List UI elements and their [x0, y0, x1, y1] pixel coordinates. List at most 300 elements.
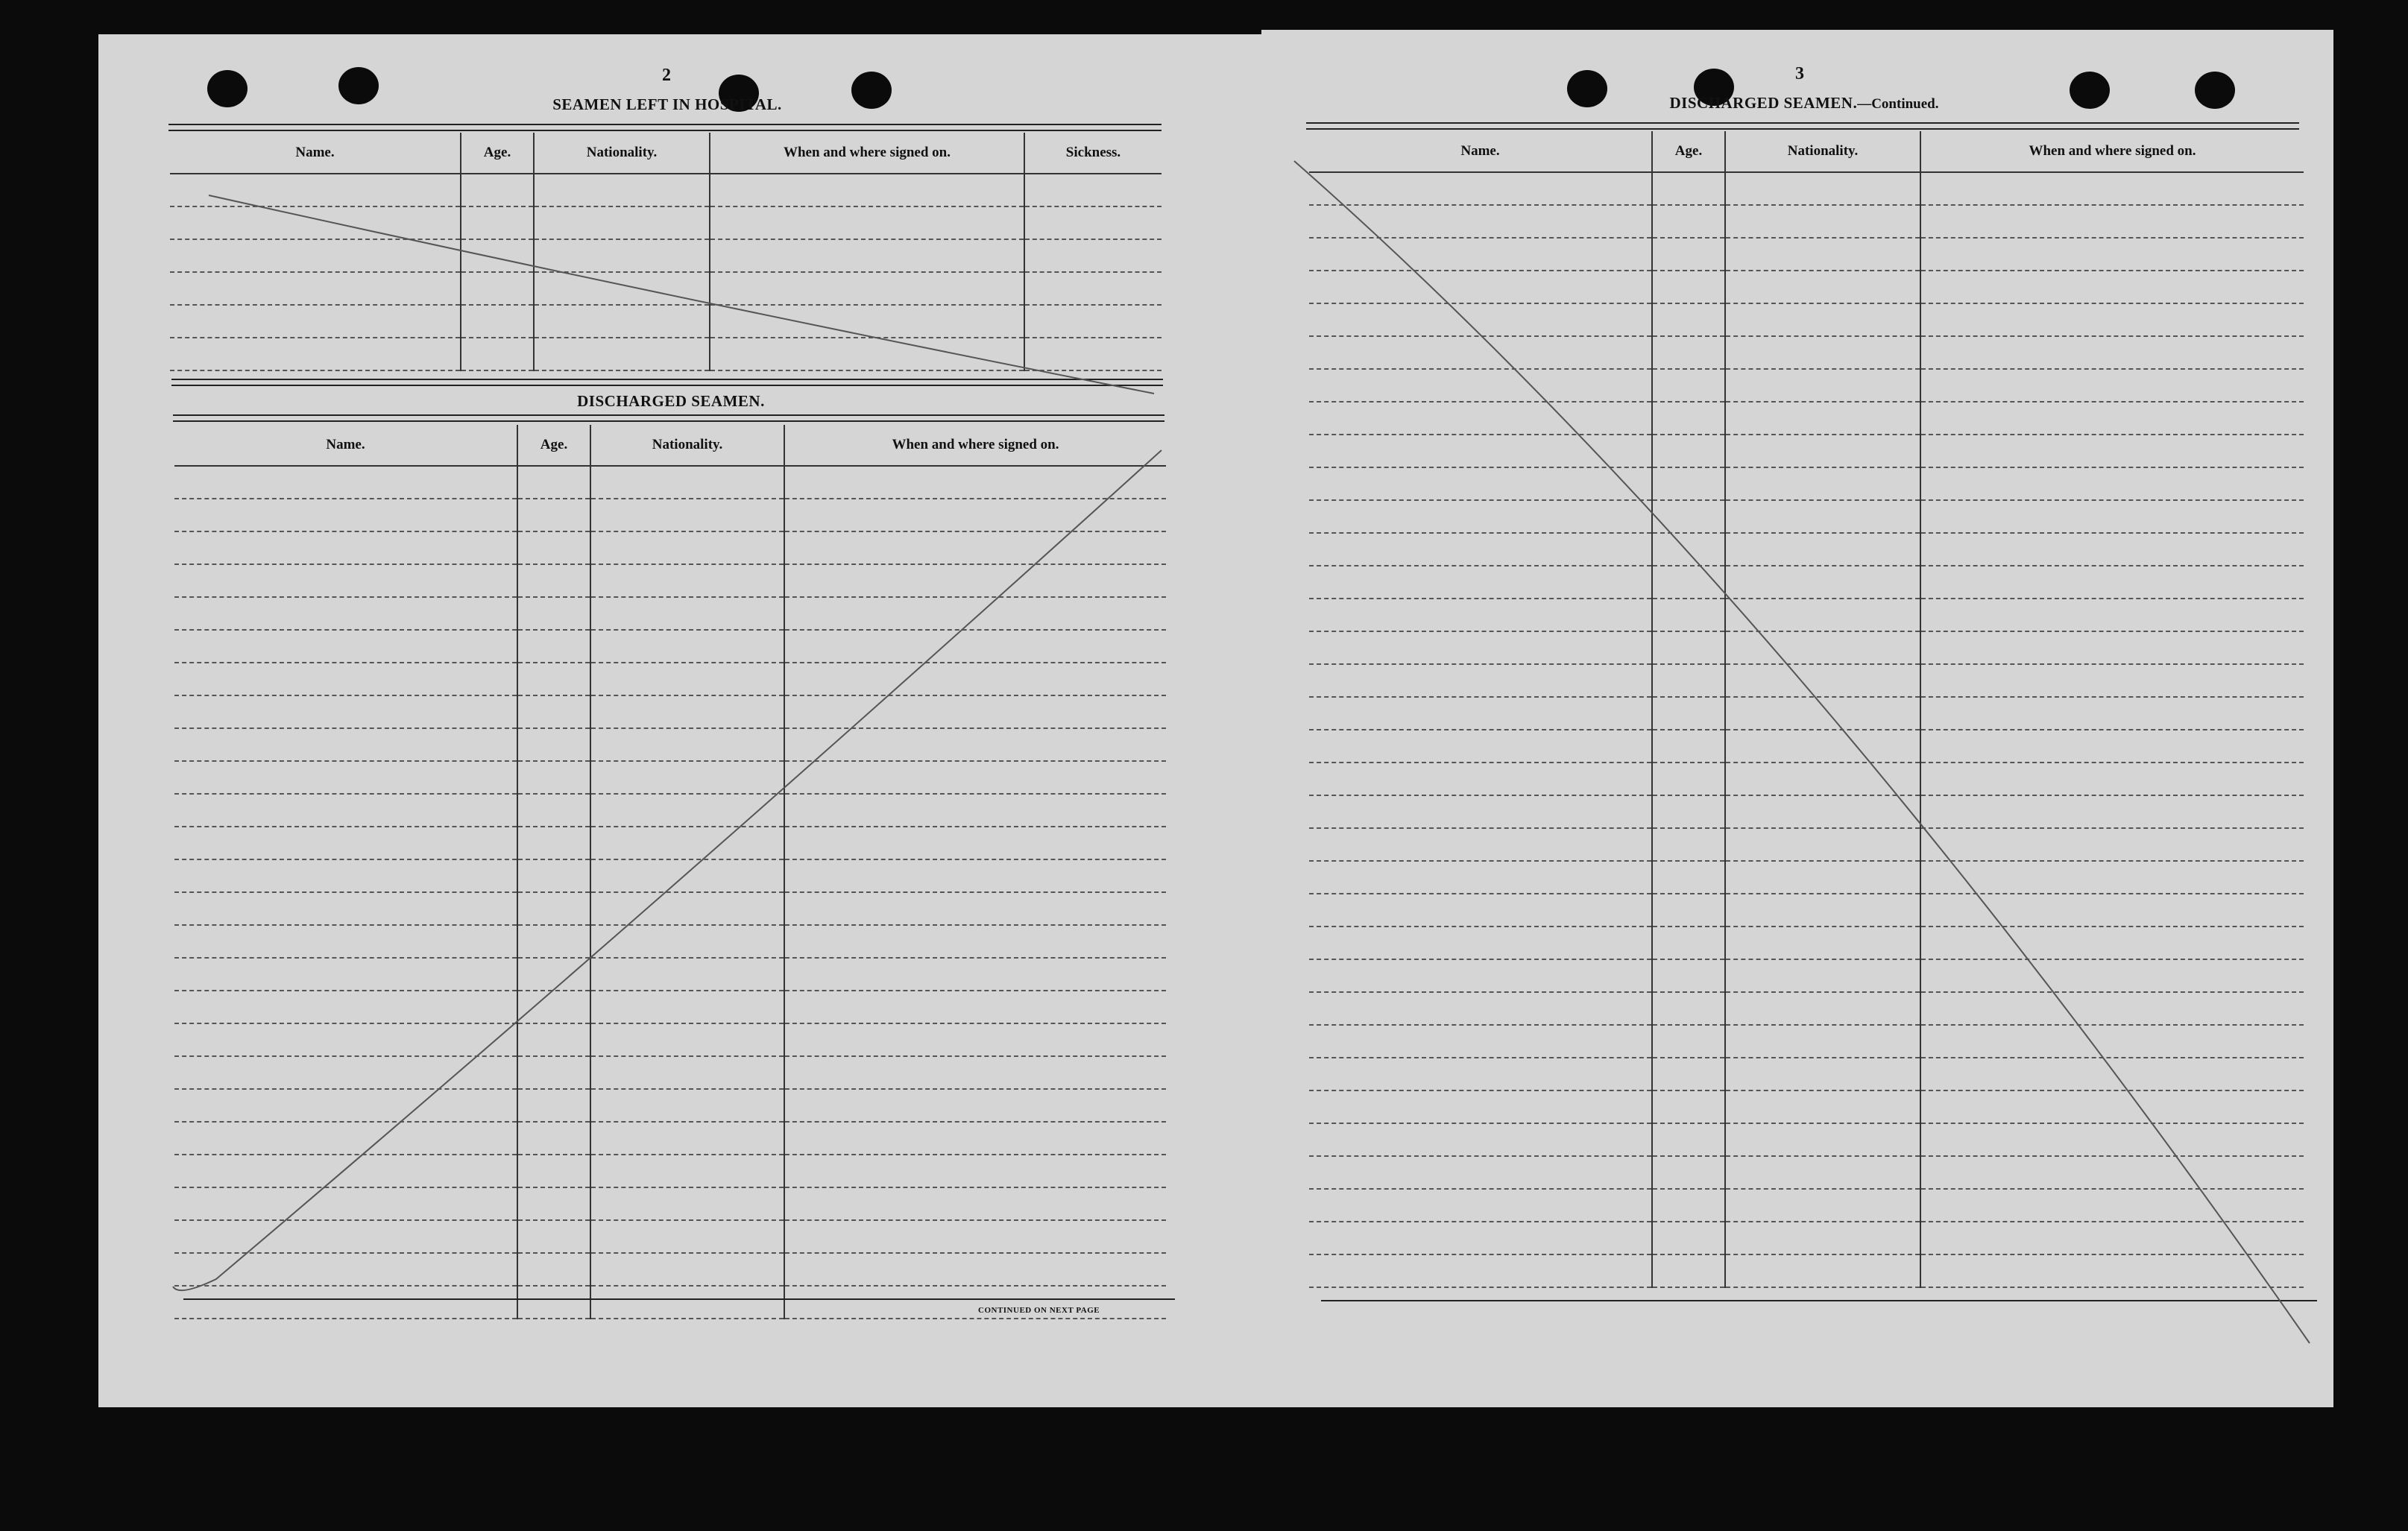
blank-cell — [170, 206, 461, 239]
blank-cell — [1652, 1058, 1725, 1090]
blank-cell — [534, 174, 710, 206]
blank-cell — [534, 272, 710, 305]
blank-cell — [784, 1286, 1166, 1319]
blank-cell — [1309, 1123, 1652, 1156]
blank-cell — [174, 499, 517, 531]
table-row — [170, 174, 1162, 206]
blank-cell — [170, 338, 461, 370]
hospital-header-when-and-where-signed-on: When and where signed on. — [710, 133, 1024, 174]
blank-cell — [517, 630, 590, 663]
blank-cell — [534, 305, 710, 338]
punch-hole — [2070, 72, 2110, 109]
hospital-table — [170, 133, 1162, 371]
blank-cell — [174, 892, 517, 925]
discharged-header-age: Age. — [517, 425, 590, 466]
table-row — [1309, 795, 2304, 828]
blank-cell — [590, 630, 784, 663]
blank-cell — [1652, 402, 1725, 435]
blank-cell — [1920, 533, 2304, 566]
table-row — [1309, 172, 2304, 205]
table-row — [174, 991, 1166, 1023]
table-row — [174, 531, 1166, 564]
blank-cell — [1920, 763, 2304, 795]
blank-cell — [1725, 271, 1920, 303]
right-header-when-and-where-signed-on: When and where signed on. — [1920, 131, 2304, 172]
blank-cell — [170, 272, 461, 305]
blank-cell — [1024, 206, 1162, 239]
blank-cell — [1652, 959, 1725, 992]
blank-cell — [1652, 1222, 1725, 1254]
blank-cell — [1920, 566, 2304, 599]
table-row — [174, 466, 1166, 499]
blank-cell — [590, 1220, 784, 1253]
right-discharged-table — [1309, 131, 2304, 1288]
blank-cell — [710, 174, 1024, 206]
blank-cell — [1309, 959, 1652, 992]
blank-cell — [174, 925, 517, 958]
table-row — [174, 794, 1166, 827]
blank-cell — [1309, 336, 1652, 369]
table-row — [1309, 631, 2304, 664]
blank-cell — [1652, 205, 1725, 238]
table-row — [174, 499, 1166, 531]
blank-cell — [784, 991, 1166, 1023]
blank-cell — [1309, 861, 1652, 894]
blank-cell — [1652, 664, 1725, 697]
table-row — [1309, 336, 2304, 369]
blank-cell — [174, 859, 517, 892]
blank-cell — [1920, 795, 2304, 828]
blank-cell — [174, 564, 517, 597]
blank-cell — [784, 466, 1166, 499]
blank-cell — [1652, 599, 1725, 631]
table-row — [174, 597, 1166, 630]
blank-cell — [590, 925, 784, 958]
blank-cell — [784, 564, 1166, 597]
blank-cell — [517, 1286, 590, 1319]
blank-cell — [1920, 303, 2304, 336]
table-row — [174, 958, 1166, 991]
blank-cell — [517, 827, 590, 859]
table-row — [174, 925, 1166, 958]
blank-cell — [517, 597, 590, 630]
blank-cell — [1920, 467, 2304, 500]
blank-cell — [1725, 402, 1920, 435]
blank-cell — [1725, 303, 1920, 336]
blank-cell — [784, 1023, 1166, 1056]
blank-cell — [517, 728, 590, 761]
table-row — [170, 338, 1162, 370]
table-row — [170, 206, 1162, 239]
blank-cell — [174, 728, 517, 761]
discharged-top-rule — [171, 379, 1163, 386]
table-row — [174, 728, 1166, 761]
blank-cell — [1652, 927, 1725, 959]
blank-cell — [1652, 763, 1725, 795]
table-row — [1309, 697, 2304, 730]
table-row — [1309, 500, 2304, 533]
blank-cell — [1920, 631, 2304, 664]
blank-cell — [517, 1023, 590, 1056]
table-row — [174, 1155, 1166, 1187]
blank-cell — [1309, 795, 1652, 828]
blank-cell — [1309, 664, 1652, 697]
blank-cell — [1652, 271, 1725, 303]
blank-cell — [1652, 992, 1725, 1025]
blank-cell — [1920, 1123, 2304, 1156]
hospital-header-sickness: Sickness. — [1024, 133, 1162, 174]
blank-cell — [1920, 172, 2304, 205]
blank-cell — [1309, 500, 1652, 533]
blank-cell — [1725, 664, 1920, 697]
discharged-title: DISCHARGED SEAMEN. — [577, 392, 765, 410]
blank-cell — [1652, 533, 1725, 566]
blank-cell — [517, 925, 590, 958]
blank-cell — [1652, 566, 1725, 599]
blank-cell — [1309, 467, 1652, 500]
blank-cell — [1725, 336, 1920, 369]
blank-cell — [1024, 338, 1162, 370]
table-row — [1309, 1123, 2304, 1156]
blank-cell — [590, 499, 784, 531]
left-section-title: SEAMEN LEFT IN HOSPITAL. — [552, 95, 782, 113]
blank-cell — [784, 1122, 1166, 1155]
table-row — [174, 1089, 1166, 1122]
blank-cell — [1920, 730, 2304, 763]
blank-cell — [1725, 1254, 1920, 1287]
blank-cell — [174, 1122, 517, 1155]
blank-cell — [1920, 1025, 2304, 1058]
blank-cell — [710, 272, 1024, 305]
blank-cell — [1309, 1025, 1652, 1058]
blank-cell — [1725, 795, 1920, 828]
blank-cell — [517, 1122, 590, 1155]
blank-cell — [1652, 1189, 1725, 1222]
blank-cell — [1309, 631, 1652, 664]
blank-cell — [590, 1155, 784, 1187]
right-section-title-suffix: —Continued. — [1857, 96, 1939, 112]
blank-cell — [517, 531, 590, 564]
blank-cell — [461, 305, 534, 338]
table-row — [1309, 1090, 2304, 1123]
blank-cell — [784, 531, 1166, 564]
left-bottom-rule — [183, 1298, 1175, 1300]
blank-cell — [174, 597, 517, 630]
blank-cell — [590, 728, 784, 761]
blank-cell — [174, 630, 517, 663]
blank-cell — [1652, 631, 1725, 664]
blank-cell — [1309, 1156, 1652, 1189]
blank-cell — [170, 174, 461, 206]
blank-cell — [1920, 1254, 2304, 1287]
blank-cell — [1725, 1156, 1920, 1189]
table-row — [174, 761, 1166, 794]
table-row — [1309, 1156, 2304, 1189]
discharged-table — [174, 425, 1166, 1319]
blank-cell — [517, 1056, 590, 1089]
blank-cell — [1024, 239, 1162, 272]
blank-cell — [174, 1187, 517, 1220]
blank-cell — [1725, 1123, 1920, 1156]
blank-cell — [1725, 467, 1920, 500]
blank-cell — [1652, 238, 1725, 271]
blank-cell — [1309, 303, 1652, 336]
blank-cell — [784, 728, 1166, 761]
table-row — [174, 1122, 1166, 1155]
table-row — [1309, 533, 2304, 566]
right-header-nationality: Nationality. — [1725, 131, 1920, 172]
blank-cell — [590, 1253, 784, 1286]
blank-cell — [534, 239, 710, 272]
blank-cell — [784, 1056, 1166, 1089]
blank-cell — [784, 597, 1166, 630]
blank-cell — [1920, 861, 2304, 894]
blank-cell — [1024, 174, 1162, 206]
blank-cell — [1920, 205, 2304, 238]
blank-cell — [534, 206, 710, 239]
blank-cell — [784, 695, 1166, 728]
blank-cell — [590, 466, 784, 499]
right-top-rule — [1306, 122, 2299, 130]
blank-cell — [1725, 238, 1920, 271]
discharged-header-nationality: Nationality. — [590, 425, 784, 466]
blank-cell — [1725, 172, 1920, 205]
left-top-rule — [168, 124, 1162, 131]
blank-cell — [1309, 828, 1652, 861]
blank-cell — [590, 1056, 784, 1089]
blank-cell — [1309, 927, 1652, 959]
blank-cell — [517, 663, 590, 695]
blank-cell — [784, 1089, 1166, 1122]
table-row — [1309, 1222, 2304, 1254]
table-row — [174, 1056, 1166, 1089]
table-row — [170, 305, 1162, 338]
blank-cell — [1725, 205, 1920, 238]
table-row — [174, 630, 1166, 663]
blank-cell — [517, 466, 590, 499]
blank-cell — [1725, 369, 1920, 402]
blank-cell — [590, 663, 784, 695]
blank-cell — [517, 499, 590, 531]
blank-cell — [461, 239, 534, 272]
blank-cell — [1725, 1222, 1920, 1254]
blank-cell — [517, 1155, 590, 1187]
table-row — [1309, 303, 2304, 336]
blank-cell — [174, 695, 517, 728]
blank-cell — [170, 305, 461, 338]
blank-cell — [1309, 599, 1652, 631]
table-row — [1309, 730, 2304, 763]
blank-cell — [1652, 172, 1725, 205]
blank-cell — [590, 695, 784, 728]
blank-cell — [1920, 697, 2304, 730]
blank-cell — [517, 1220, 590, 1253]
blank-cell — [784, 794, 1166, 827]
blank-cell — [590, 761, 784, 794]
blank-cell — [1309, 1090, 1652, 1123]
blank-cell — [1652, 730, 1725, 763]
blank-cell — [1309, 172, 1652, 205]
blank-cell — [1725, 533, 1920, 566]
table-row — [174, 695, 1166, 728]
table-row — [174, 564, 1166, 597]
blank-cell — [1920, 435, 2304, 467]
blank-cell — [1920, 1090, 2304, 1123]
blank-cell — [517, 695, 590, 728]
blank-cell — [1920, 828, 2304, 861]
blank-cell — [1309, 894, 1652, 927]
blank-cell — [1309, 992, 1652, 1025]
blank-cell — [1920, 1058, 2304, 1090]
table-row — [174, 1023, 1166, 1056]
table-row — [1309, 1189, 2304, 1222]
blank-cell — [590, 1089, 784, 1122]
table-row — [1309, 271, 2304, 303]
blank-cell — [784, 1155, 1166, 1187]
blank-cell — [590, 1286, 784, 1319]
blank-cell — [461, 338, 534, 370]
table-row — [1309, 402, 2304, 435]
table-row — [174, 859, 1166, 892]
blank-cell — [1309, 730, 1652, 763]
blank-cell — [1652, 828, 1725, 861]
blank-cell — [174, 1253, 517, 1286]
blank-cell — [174, 1023, 517, 1056]
blank-cell — [1725, 1058, 1920, 1090]
blank-cell — [1652, 1123, 1725, 1156]
table-row — [174, 1220, 1166, 1253]
blank-cell — [590, 859, 784, 892]
blank-cell — [1725, 599, 1920, 631]
blank-cell — [174, 958, 517, 991]
blank-cell — [1920, 500, 2304, 533]
table-row — [1309, 369, 2304, 402]
blank-cell — [1920, 336, 2304, 369]
blank-cell — [1725, 631, 1920, 664]
blank-cell — [784, 1253, 1166, 1286]
left-page-number: 2 — [662, 66, 671, 85]
blank-cell — [174, 1089, 517, 1122]
table-row — [1309, 959, 2304, 992]
table-row — [1309, 599, 2304, 631]
blank-cell — [174, 466, 517, 499]
punch-hole — [207, 70, 248, 107]
blank-cell — [1725, 927, 1920, 959]
blank-cell — [1725, 959, 1920, 992]
blank-cell — [590, 827, 784, 859]
blank-cell — [1309, 1222, 1652, 1254]
blank-cell — [1725, 435, 1920, 467]
blank-cell — [1309, 205, 1652, 238]
table-row — [1309, 1058, 2304, 1090]
blank-cell — [1725, 861, 1920, 894]
blank-cell — [1652, 467, 1725, 500]
blank-cell — [1920, 599, 2304, 631]
blank-cell — [1725, 500, 1920, 533]
table-row — [1309, 467, 2304, 500]
blank-cell — [590, 564, 784, 597]
blank-cell — [517, 1089, 590, 1122]
right-page-number: 3 — [1795, 64, 1804, 83]
blank-cell — [1309, 435, 1652, 467]
blank-cell — [517, 794, 590, 827]
right-section-title-main: DISCHARGED SEAMEN. — [1669, 94, 1858, 112]
blank-cell — [517, 991, 590, 1023]
blank-cell — [1920, 369, 2304, 402]
blank-cell — [1309, 369, 1652, 402]
punch-hole — [338, 67, 379, 104]
blank-cell — [1920, 271, 2304, 303]
right-bottom-rule — [1321, 1300, 2317, 1301]
blank-cell — [1024, 305, 1162, 338]
punch-hole — [2195, 72, 2235, 109]
blank-cell — [1309, 1058, 1652, 1090]
table-row — [1309, 992, 2304, 1025]
blank-cell — [174, 1286, 517, 1319]
blank-cell — [1309, 763, 1652, 795]
blank-cell — [784, 1220, 1166, 1253]
blank-cell — [1725, 763, 1920, 795]
blank-cell — [590, 1187, 784, 1220]
right-header-age: Age. — [1652, 131, 1725, 172]
blank-cell — [517, 892, 590, 925]
blank-cell — [1652, 894, 1725, 927]
table-row — [174, 1253, 1166, 1286]
right-section-title — [1588, 94, 2020, 113]
blank-cell — [1309, 533, 1652, 566]
blank-cell — [784, 499, 1166, 531]
blank-cell — [534, 338, 710, 370]
table-row — [1309, 566, 2304, 599]
blank-cell — [710, 305, 1024, 338]
table-row — [1309, 861, 2304, 894]
blank-cell — [174, 761, 517, 794]
blank-cell — [590, 597, 784, 630]
blank-cell — [174, 827, 517, 859]
blank-cell — [710, 338, 1024, 370]
blank-cell — [784, 663, 1166, 695]
blank-cell — [784, 761, 1166, 794]
blank-cell — [1725, 894, 1920, 927]
blank-cell — [174, 663, 517, 695]
blank-cell — [1309, 271, 1652, 303]
blank-cell — [517, 564, 590, 597]
table-row — [174, 892, 1166, 925]
blank-cell — [784, 925, 1166, 958]
blank-cell — [1652, 1025, 1725, 1058]
blank-cell — [517, 859, 590, 892]
blank-cell — [1725, 1090, 1920, 1123]
table-row — [174, 1187, 1166, 1220]
blank-cell — [1920, 238, 2304, 271]
continued-note: CONTINUED ON NEXT PAGE — [978, 1306, 1100, 1315]
discharged-header-when-and-where-signed-on: When and where signed on. — [784, 425, 1166, 466]
blank-cell — [590, 531, 784, 564]
blank-cell — [1920, 894, 2304, 927]
discharged-header-name: Name. — [174, 425, 517, 466]
hospital-header-age: Age. — [461, 133, 534, 174]
table-row — [1309, 927, 2304, 959]
blank-cell — [461, 206, 534, 239]
blank-cell — [590, 958, 784, 991]
blank-cell — [590, 1023, 784, 1056]
blank-cell — [784, 1187, 1166, 1220]
blank-cell — [1652, 1156, 1725, 1189]
hospital-header-nationality: Nationality. — [534, 133, 710, 174]
table-row — [1309, 894, 2304, 927]
blank-cell — [784, 827, 1166, 859]
blank-cell — [174, 1155, 517, 1187]
